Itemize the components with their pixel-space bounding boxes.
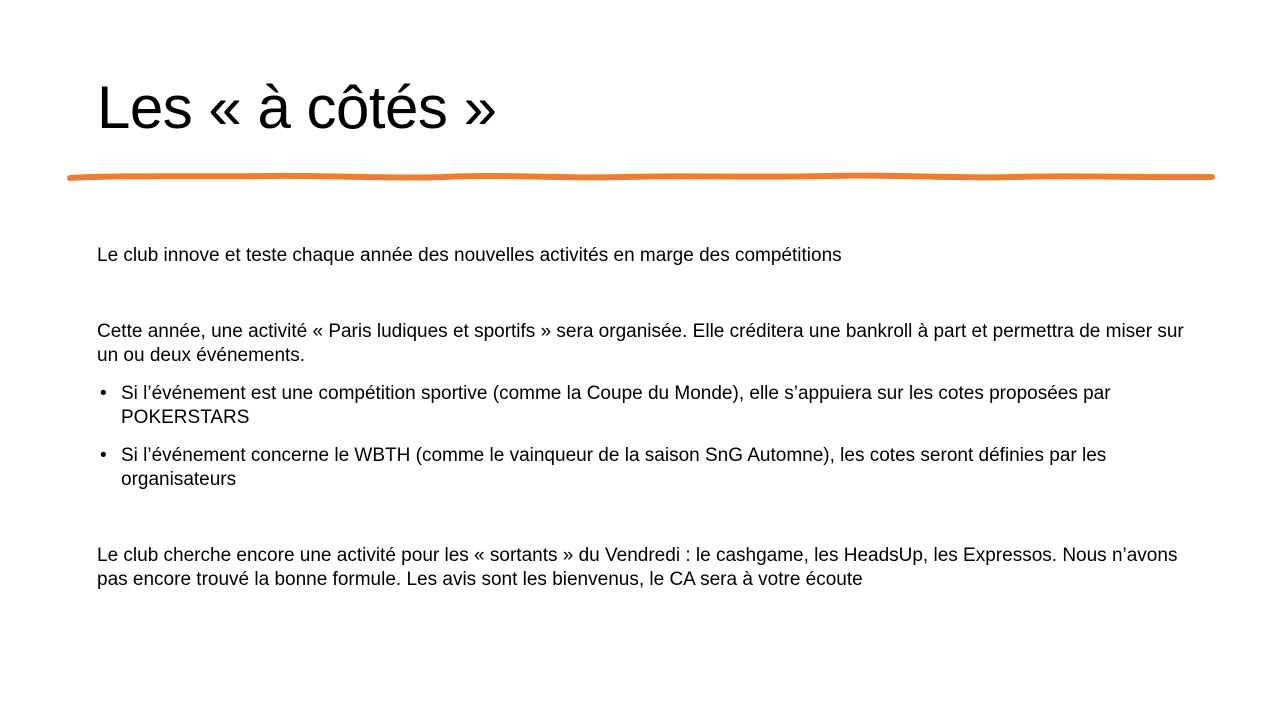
intro-text: Le club innove et teste chaque année des nouvelles activités en marge des compétitions [97,245,842,266]
bullet-list [97,382,1187,492]
closing-text: Le club cherche encore une activité pour les « sortants » du Vendredi : le cashgame, les HeadsUp, les Expressos. Nous n’avons pas encore trouvé la bonne formule. Les avis sont les bienvenus, le CA sera à votre écoute [97,545,1178,590]
bullet-icon: • [100,383,107,404]
bullet-text: Si l’événement est une compétition sportive (comme la Coupe du Monde), elle s’appuiera sur les cotes proposées par POKERSTARS [121,383,1111,428]
slide-body [97,244,1187,592]
activity-paragraph: Cette année, une activité « Paris ludiques et sportifs » sera organisée. Elle créditera une bankroll à part et permettra de miser sur un ou deux événements. [97,321,1184,366]
list-item [97,444,1187,492]
title-underline-stroke [66,168,1216,188]
bullet-icon: • [100,445,107,466]
bullet-text: Si l’événement concerne le WBTH (comme le vainqueur de la saison SnG Automne), les cotes seront définies par les organisateurs [121,445,1107,490]
list-item [97,382,1187,430]
slide-title: Les « à côtés » [97,74,497,141]
